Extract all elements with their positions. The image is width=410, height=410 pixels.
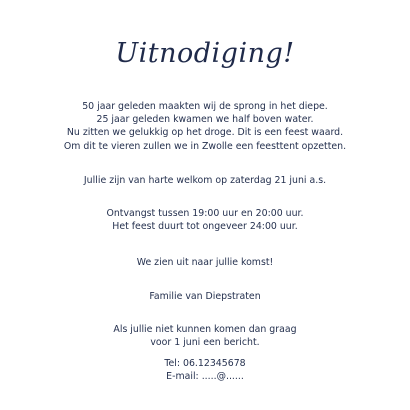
schedule-line: Ontvangst tussen 19:00 uur en 20:00 uur.: [106, 208, 304, 219]
phone-line: Tel: 06.12345678: [164, 358, 246, 369]
signature-line: Familie van Diepstraten: [149, 291, 261, 302]
contact-paragraph: [0, 357, 410, 383]
intro-line: Om dit te vieren zullen we in Zwolle een feesttent opzetten.: [63, 140, 347, 152]
intro-line: 25 jaar geleden kwamen we half boven water.: [96, 114, 314, 126]
intro-line: Nu zitten we gelukkig op het droge. Dit is een feest waard.: [66, 127, 344, 139]
rsvp-line: Als jullie niet kunnen komen dan graag: [113, 324, 297, 335]
closing-paragraph: [0, 256, 410, 269]
welcome-paragraph: [0, 174, 410, 187]
intro-line: 50 jaar geleden maakten wij de sprong in het diepe.: [82, 101, 328, 112]
schedule-paragraph: [0, 207, 410, 233]
closing-line: We zien uit naar jullie komst!: [136, 257, 274, 268]
invitation-title: Uitnodiging!: [115, 38, 295, 69]
rsvp-paragraph: [0, 323, 410, 349]
email-line: E-mail: .....@......: [166, 371, 244, 383]
intro-paragraph: [0, 100, 410, 153]
signature-paragraph: [0, 290, 410, 303]
schedule-line: Het feest duurt tot ongeveer 24:00 uur.: [112, 221, 298, 233]
rsvp-line: voor 1 juni een bericht.: [150, 337, 260, 349]
welcome-line: Jullie zijn van harte welkom op zaterdag 21 juni a.s.: [83, 175, 327, 186]
